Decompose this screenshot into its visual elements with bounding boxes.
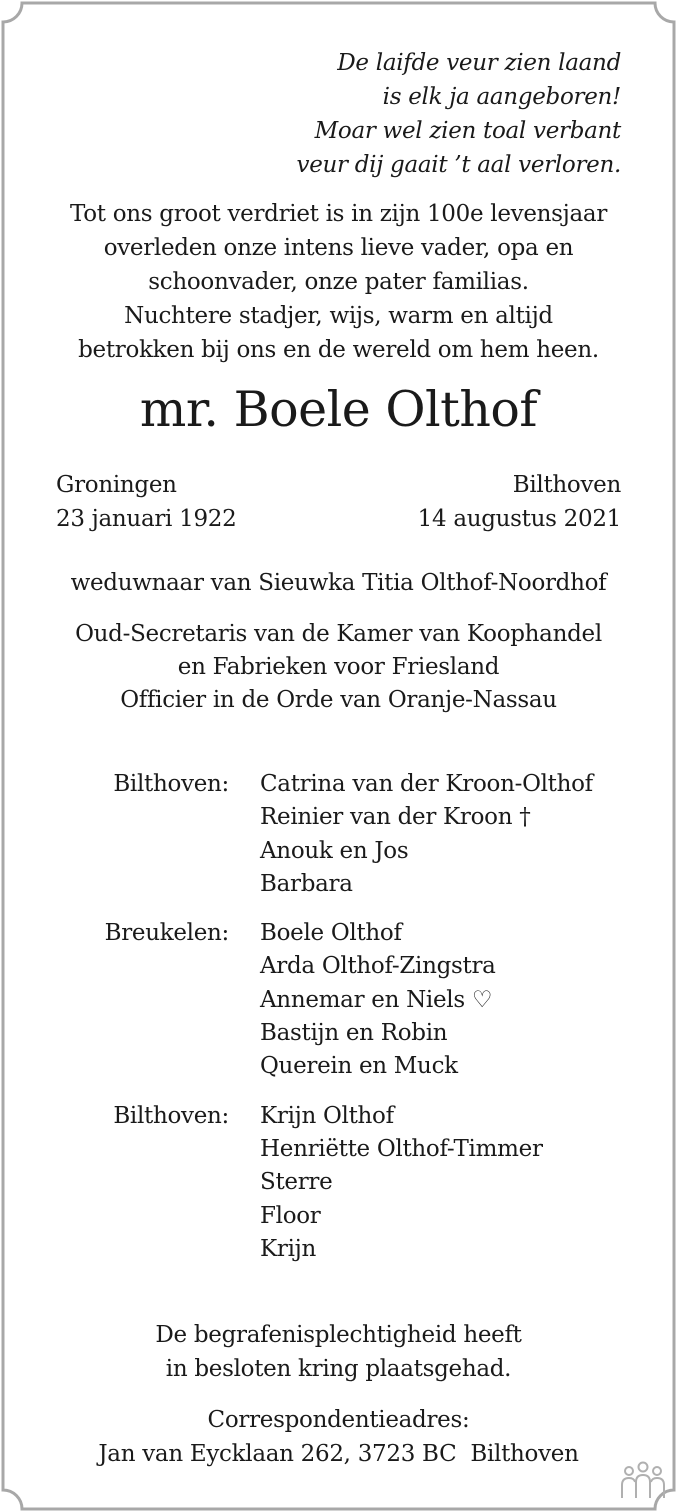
family-member: Sterre	[260, 1169, 333, 1196]
family-member: Floor	[260, 1202, 321, 1229]
funeral-line: De begrafenisplechtigheid heeft	[155, 1322, 522, 1348]
family-group	[0, 1100, 677, 1266]
function-line: Oud-Secretaris van de Kamer van Koophandel	[75, 621, 602, 647]
family-member: Annemar en Niels ♡	[260, 986, 493, 1013]
family-member: Krijn Olthof	[260, 1102, 394, 1129]
funeral-line: in besloten kring plaatsgehad.	[165, 1356, 512, 1382]
poem	[297, 46, 622, 182]
family-member: Krijn	[260, 1235, 316, 1262]
intro-line: Tot ons groot verdriet is in zijn 100e levensjaar	[69, 201, 608, 227]
intro-text	[0, 197, 677, 367]
function-line: Officier in de Orde van Oranje-Nassau	[120, 687, 557, 713]
poem-line: veur dij gaait ’t aal verloren.	[296, 152, 621, 178]
function-line: en Fabrieken voor Friesland	[177, 654, 500, 680]
intro-line: betrokken bij ons en de wereld om hem heen.	[78, 337, 599, 363]
family-place: Bilthoven:	[113, 771, 229, 797]
correspondence-address	[0, 1403, 677, 1471]
family-member: Catrina van der Kroon-Olthof	[260, 771, 593, 797]
funeral-note	[0, 1318, 677, 1386]
widower-line: weduwnaar van Sieuwka Titia Olthof-Noordhof	[70, 570, 607, 596]
family-list	[0, 768, 677, 1282]
birth-info	[56, 468, 236, 536]
death-date: 14 augustus 2021	[417, 506, 621, 532]
functions	[0, 618, 677, 717]
deceased-name: mr. Boele Olthof	[139, 381, 538, 438]
family-people-icon	[617, 1460, 669, 1500]
death-info	[418, 468, 621, 536]
correspondence-label: Correspondentieadres:	[207, 1407, 470, 1433]
family-member: Henriëtte Olthof-Timmer	[260, 1135, 543, 1162]
family-member: Boele Olthof	[260, 920, 402, 947]
intro-line: overleden onze intens lieve vader, opa en	[103, 235, 574, 261]
intro-line: Nuchtere stadjer, wijs, warm en altijd	[124, 303, 553, 329]
family-member: Anouk en Jos	[260, 837, 409, 864]
birth-date: 23 januari 1922	[56, 506, 237, 532]
poem-line: De laifde veur zien laand	[337, 50, 621, 76]
family-member: Reinier van der Kroon †	[260, 804, 531, 831]
birth-place: Groningen	[56, 472, 177, 498]
family-group	[0, 768, 677, 901]
poem-line: is elk ja aangeboren!	[382, 84, 621, 110]
address-line: Jan van Eycklaan 262, 3723 BC Bilthoven	[98, 1441, 579, 1467]
family-member: Barbara	[260, 870, 353, 897]
death-place: Bilthoven	[512, 472, 621, 498]
poem-line: Moar wel zien toal verbant	[314, 118, 621, 144]
family-place: Breukelen:	[104, 920, 229, 947]
family-member: Querein en Muck	[260, 1053, 458, 1080]
family-group	[0, 917, 677, 1083]
family-member: Arda Olthof-Zingstra	[260, 953, 496, 980]
family-place: Bilthoven:	[113, 1102, 229, 1129]
family-member: Bastijn en Robin	[260, 1020, 448, 1047]
intro-line: schoonvader, onze pater familias.	[148, 269, 529, 295]
